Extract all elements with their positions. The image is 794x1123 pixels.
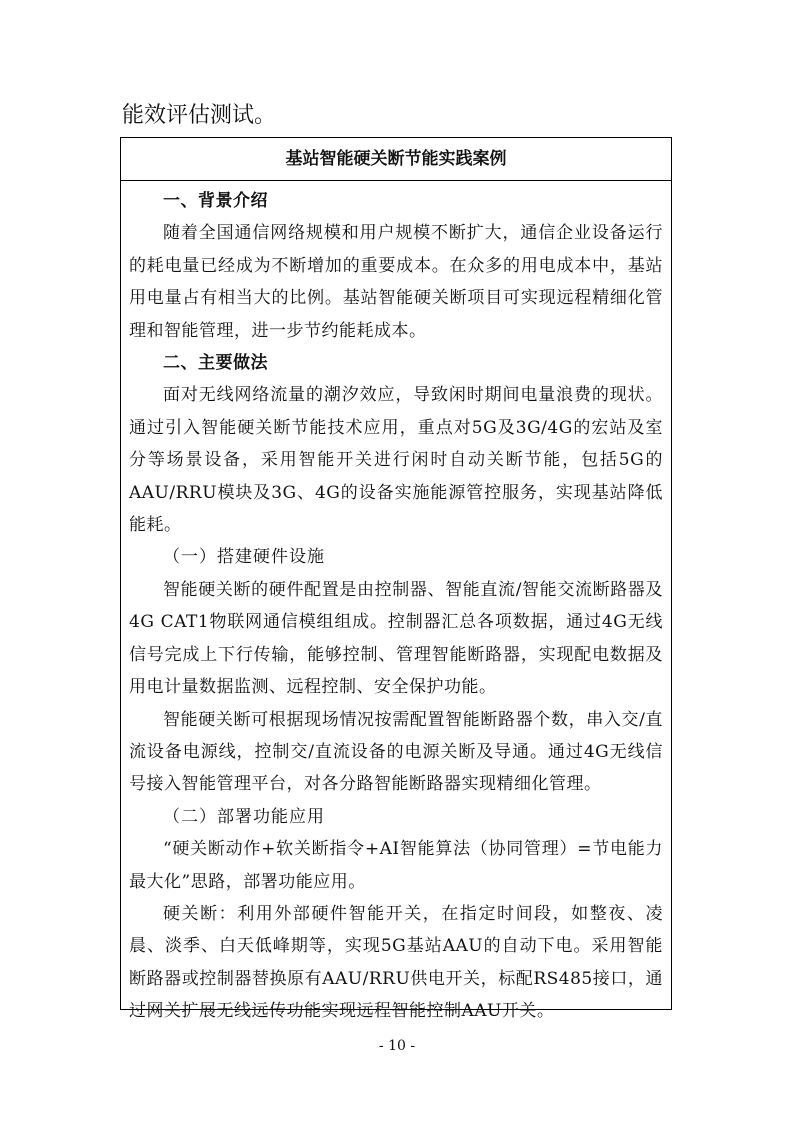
case-title: 基站智能硬关断节能实践案例 xyxy=(121,138,671,181)
paragraph-hardware-config: 智能硬关断的硬件配置是由控制器、智能直流/智能交流断路器及4G CAT1物联网通信模组组成。控制器汇总各项数据，通过4G无线信号完成上下行传输，能够控制、管理智能断路器，实现配电数据及用电计量数据监测、远程控制、安全保护功能。 xyxy=(129,579,663,698)
paragraph-background: 随着全国通信网络规模和用户规模不断扩大，通信企业设备运行的耗电量已经成为不断增加的重要成本。在众多的用电成本中，基站用电量占有相当大的比例。基站智能硬关断项目可实现远程精细化管理和智能管理，进一步节约能耗成本。 xyxy=(129,223,663,341)
case-box xyxy=(120,137,672,1022)
paragraph-hard-shutdown: 硬关断：利用外部硬件智能开关，在指定时间段，如整夜、凌晨、淡季、白天低峰期等，实现5G基站AAU的自动下电。采用智能断路器或控制器替换原有AAU/RRU供电开关，标配RS485接口，通过网关扩展无线远传功能实现远程智能控制AAU开关。 xyxy=(129,903,663,1022)
paragraph-hardware-breakers: 智能硬关断可根据现场情况按需配置智能断路器个数，串入交/直流设备电源线，控制交/直流设备的电源关断及导通。通过4G无线信号接入智能管理平台，对各分路智能断路器实现精细化管理。 xyxy=(129,709,663,795)
page-number: - 10 - xyxy=(378,1038,416,1054)
section-heading-background: 一、背景介绍 xyxy=(163,191,268,211)
section-heading-practices: 二、主要做法 xyxy=(163,353,268,374)
paragraph-deploy-idea: “硬关断动作+软关断指令+AI智能算法（协同管理）=节电能力最大化”思路，部署功能应用。 xyxy=(129,839,663,892)
case-content xyxy=(121,181,671,1028)
lead-text: 能效评估测试。 xyxy=(122,103,277,128)
subsection-heading-hardware: （一）搭建硬件设施 xyxy=(163,547,325,568)
paragraph-practices: 面对无线网络流量的潮汐效应，导致闲时期间电量浪费的现状。通过引入智能硬关断节能技术应用，重点对5G及3G/4G的宏站及室分等场景设备，采用智能开关进行闲时自动关断节能，包括5G的AAU/RRU模块及3G、4G的设备实施能源管控服务，实现基站降低能耗。 xyxy=(129,385,663,536)
subsection-heading-deploy: （二）部署功能应用 xyxy=(163,806,325,827)
